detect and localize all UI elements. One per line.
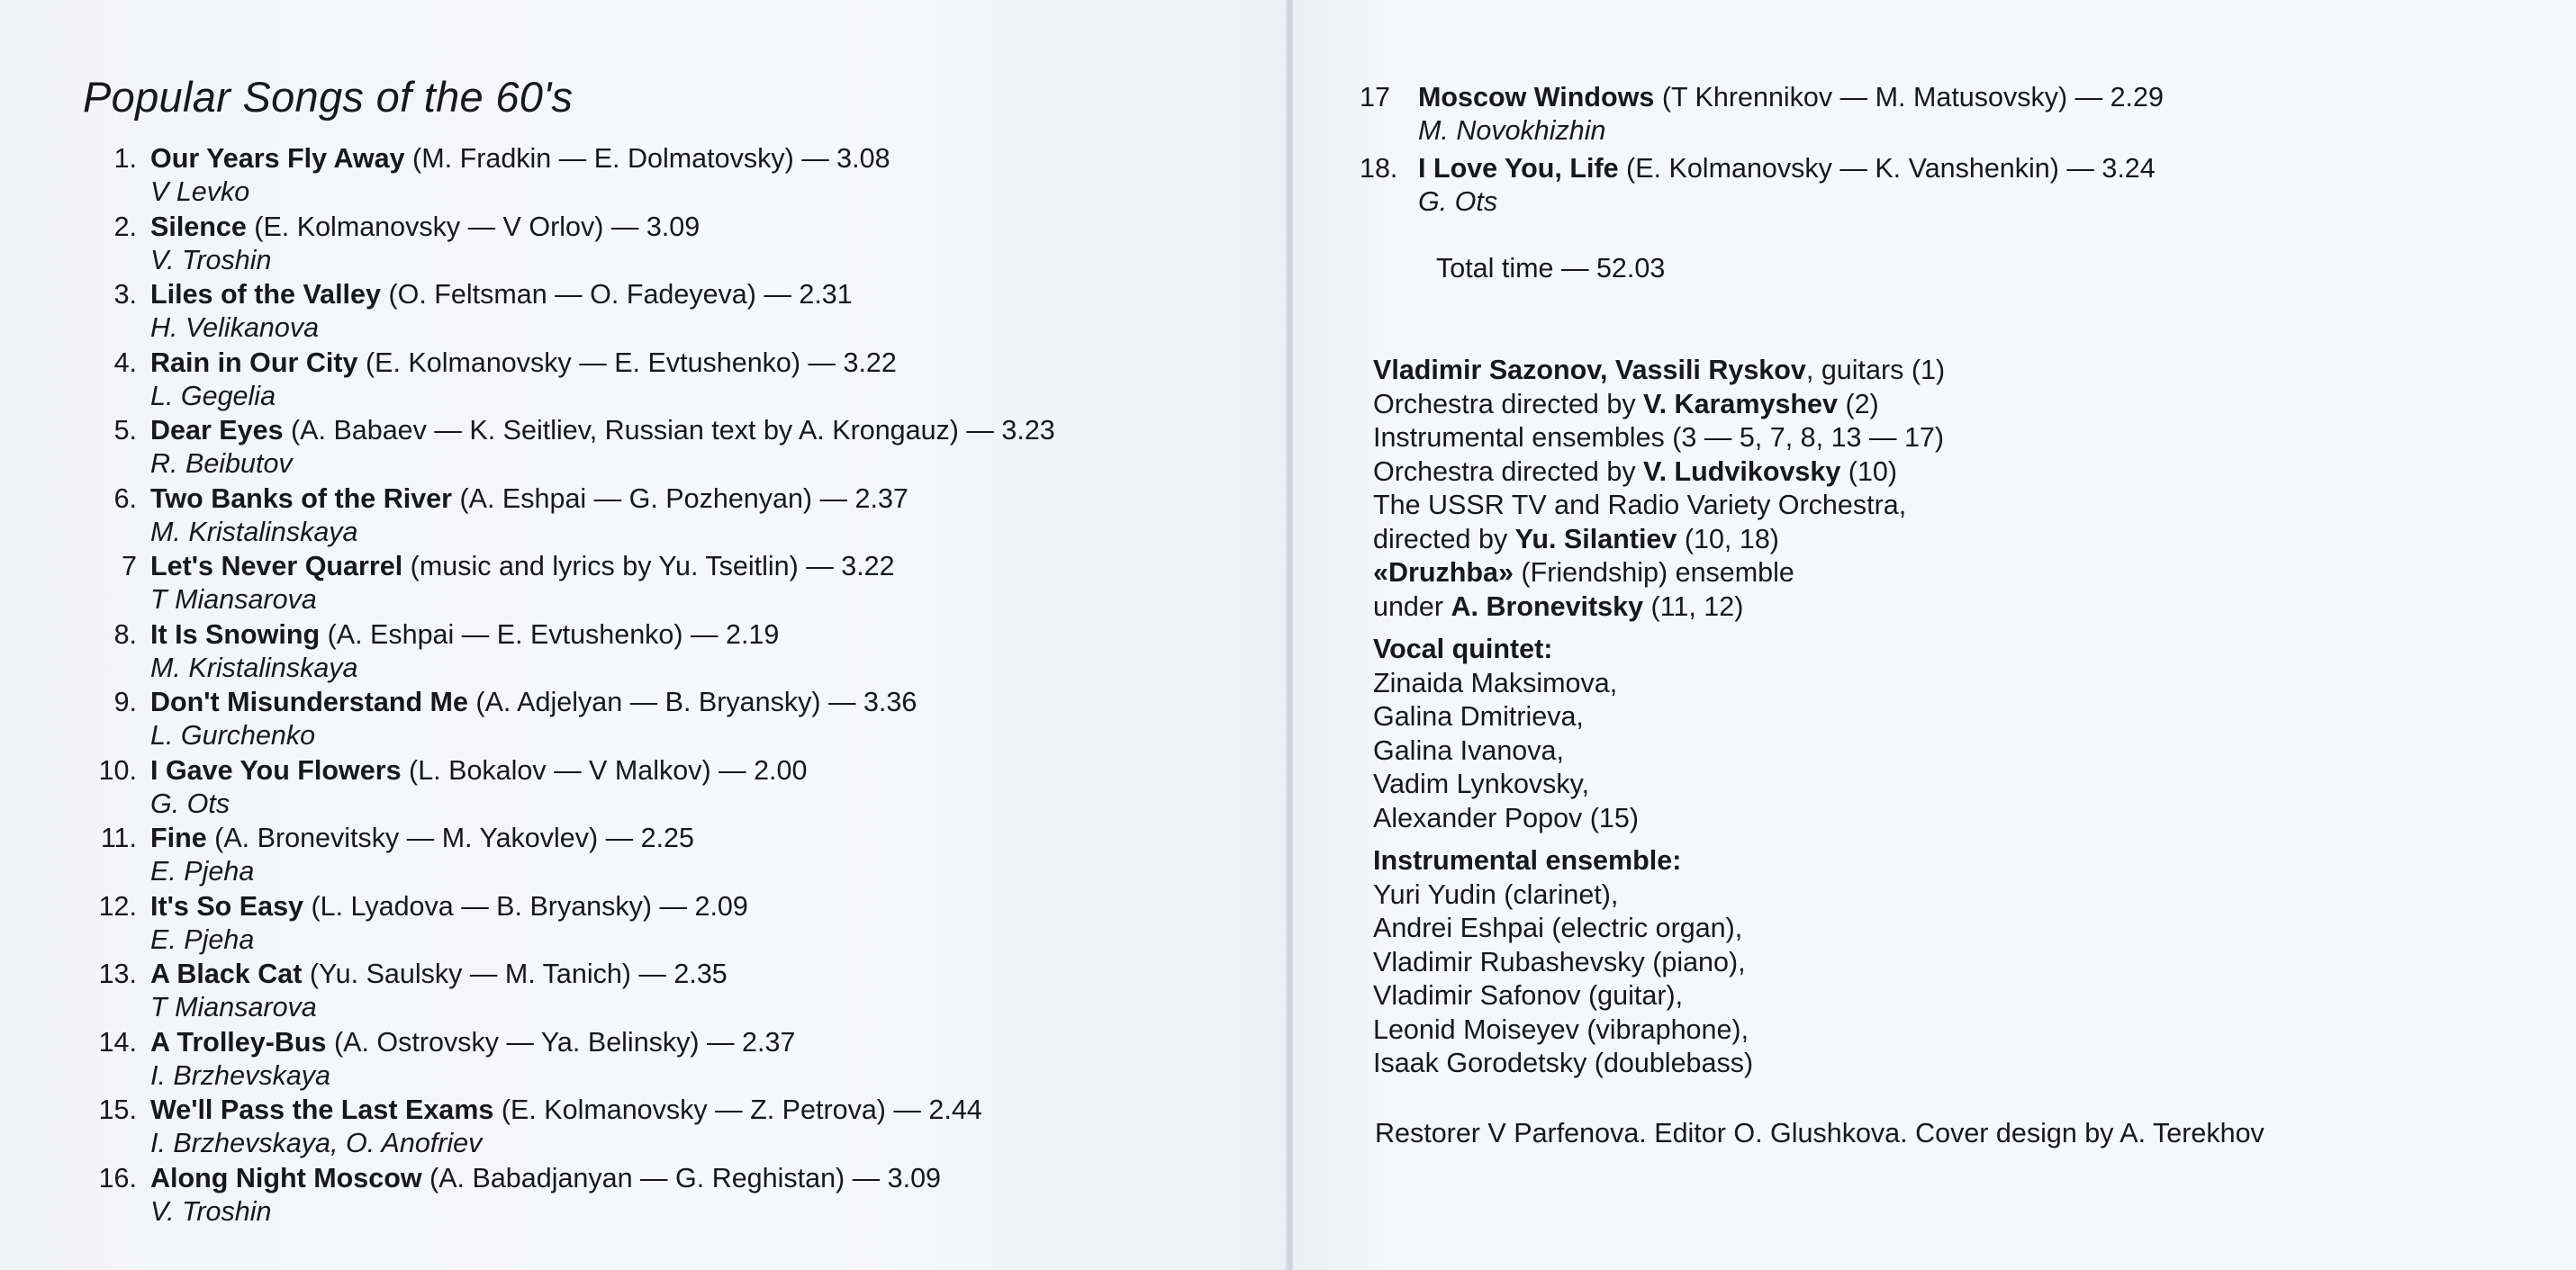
track-title: We'll Pass the Last Exams	[150, 1094, 494, 1125]
track-line	[72, 482, 1055, 516]
ensemble-member: Alexander Popov (15)	[1373, 802, 1640, 833]
track-credits: (Yu. Saulsky — M. Tanich) — 2.35	[302, 959, 728, 989]
track-line	[72, 211, 1055, 244]
track-list-right	[1360, 81, 2164, 223]
track-performer: M. Kristalinskaya	[150, 516, 358, 547]
track-credits: (A. Ostrovsky — Ya. Belinsky) — 2.37	[326, 1026, 796, 1058]
track-credits: (O. Feltsman — O. Fadeyeva) — 2.31	[380, 279, 853, 310]
track-credits: (T Khrennikov — M. Matusovsky) — 2.29	[1654, 82, 2164, 113]
track-item	[72, 890, 1055, 957]
ensemble-member: Galina Dmitrieva,	[1373, 701, 1584, 732]
track-number: 12.	[98, 890, 137, 922]
track-title: It Is Snowing	[150, 618, 321, 650]
track-title: Fine	[150, 823, 207, 853]
track-item	[72, 754, 1055, 821]
track-performer: M. Kristalinskaya	[150, 652, 358, 683]
instrumental-ensemble-members	[1373, 878, 1945, 1081]
track-number: 3.	[113, 279, 137, 310]
track-performer: T Miansarova	[150, 992, 317, 1022]
track-title: I Love You, Life	[1418, 153, 1619, 184]
track-item	[72, 550, 1055, 617]
track-performer: E. Pjeha	[150, 856, 255, 887]
track-line	[72, 686, 1055, 719]
track-line	[72, 414, 1055, 447]
credits-block	[1373, 354, 1945, 1081]
track-title: It's So Easy	[150, 890, 303, 922]
track-credits: (A. Babaev — K. Seitliev, Russian text by A. Krongauz) — 3.23	[283, 415, 1055, 446]
track-line	[72, 822, 1055, 855]
ensemble-member: Zinaida Maksimova,	[1373, 667, 1618, 698]
track-performer: G. Ots	[1418, 186, 1498, 217]
track-line	[72, 1162, 1055, 1195]
track-credits: (M. Fradkin — E. Dolmatovsky) — 3.08	[404, 143, 890, 174]
album-title: Popular Songs of the 60's	[83, 73, 574, 121]
track-title: A Trolley-Bus	[150, 1026, 327, 1058]
track-item	[72, 822, 1055, 888]
track-item	[1360, 81, 2164, 148]
track-performer: V Levko	[150, 176, 250, 207]
track-title: Silence	[150, 211, 247, 242]
track-title: Along Night Moscow	[150, 1162, 422, 1193]
track-credits: (E. Kolmanovsky — V Orlov) — 3.09	[246, 211, 700, 242]
track-item	[72, 686, 1055, 752]
track-line	[72, 618, 1055, 652]
track-performer: R. Beibutov	[150, 448, 293, 479]
track-performer: I. Brzhevskaya, O. Anofriev	[150, 1128, 483, 1158]
ensemble-member: Yuri Yudin (clarinet),	[1373, 878, 1619, 910]
track-performer: M. Novokhizhin	[1418, 115, 1606, 146]
track-line	[72, 1026, 1055, 1059]
track-line	[72, 347, 1055, 380]
track-credits: (E. Kolmanovsky — K. Vanshenkin) — 3.24	[1618, 153, 2156, 184]
credit-line-instrumental-ensembles: Instrumental ensembles (3 — 5, 7, 8, 13 — 17)	[1373, 422, 1945, 453]
track-number: 6.	[113, 482, 137, 514]
ensemble-member: Isaak Gorodetsky (doublebass)	[1373, 1048, 1754, 1078]
track-number: 2.	[113, 211, 137, 242]
track-item	[72, 211, 1055, 277]
track-number: 8.	[113, 618, 137, 650]
track-line	[72, 958, 1055, 991]
track-performer: G. Ots	[150, 788, 230, 819]
track-item	[72, 142, 1055, 209]
track-performer: I. Brzhevskaya	[150, 1059, 331, 1091]
track-title: Two Banks of the River	[150, 482, 452, 514]
track-credits: (E. Kolmanovsky — Z. Petrova) — 2.44	[493, 1094, 982, 1125]
track-performer: L. Gurchenko	[150, 720, 316, 751]
track-line	[72, 754, 1055, 788]
track-line	[72, 142, 1055, 176]
track-credits: (A. Adjelyan — B. Bryansky) — 3.36	[467, 687, 917, 717]
track-performer: E. Pjeha	[150, 923, 255, 955]
ensemble-member: Galina Ivanova,	[1373, 734, 1564, 766]
track-line	[72, 1094, 1055, 1127]
track-credits: (music and lyrics by Yu. Tseitlin) — 3.22	[402, 551, 895, 581]
ensemble-member: Andrei Eshpai (electric organ),	[1373, 913, 1743, 943]
track-performer: H. Velikanova	[150, 312, 320, 343]
track-title: Let's Never Quarrel	[150, 551, 403, 581]
track-item	[72, 414, 1055, 481]
ensemble-member: Vladimir Rubashevsky (piano),	[1373, 946, 1746, 977]
credit-line-orchestra-ludvikovsky: Orchestra directed by V. Ludvikovsky (10)	[1373, 455, 1898, 487]
credit-line-guitars: Vladimir Sazonov, Vassili Ryskov, guitars (1)	[1373, 355, 1946, 385]
credit-line-bronevitsky: under A. Bronevitsky (11, 12)	[1373, 590, 1744, 622]
track-title: Moscow Windows	[1418, 82, 1655, 113]
track-item	[1360, 152, 2164, 219]
track-title: Our Years Fly Away	[150, 143, 405, 174]
track-credits: (L. Bokalov — V Malkov) — 2.00	[401, 754, 808, 786]
track-item	[72, 1162, 1055, 1229]
track-title: Don't Misunderstand Me	[150, 687, 468, 717]
track-performer: V. Troshin	[150, 244, 272, 275]
track-number: 15.	[98, 1094, 137, 1125]
track-title: A Black Cat	[150, 959, 303, 989]
track-number: 4.	[113, 347, 137, 378]
track-line	[72, 890, 1055, 923]
track-number: 16.	[98, 1162, 137, 1193]
track-title: Rain in Our City	[150, 347, 358, 378]
track-number: 18.	[1360, 153, 1398, 184]
track-item	[72, 958, 1055, 1024]
track-title: Dear Eyes	[150, 415, 284, 446]
credit-line-orchestra-karamyshev: Orchestra directed by V. Karamyshev (2)	[1373, 388, 1879, 419]
instrumental-ensemble-heading: Instrumental ensemble:	[1373, 845, 1682, 876]
track-number: 9.	[113, 687, 137, 717]
track-item	[72, 278, 1055, 345]
track-credits: (L. Lyadova — B. Bryansky) — 2.09	[303, 890, 748, 922]
track-number: 1.	[113, 143, 137, 174]
credit-line-druzhba: «Druzhba» (Friendship) ensemble	[1373, 557, 1794, 588]
ensemble-member: Leonid Moiseyev (vibraphone),	[1373, 1013, 1749, 1045]
track-credits: (E. Kolmanovsky — E. Evtushenko) — 3.22	[357, 347, 897, 378]
track-item	[72, 347, 1055, 413]
track-number: 11.	[100, 823, 137, 853]
track-line	[72, 550, 1055, 583]
track-title: I Gave You Flowers	[150, 754, 402, 786]
track-number: 5.	[113, 415, 137, 446]
ensemble-member: Vladimir Safonov (guitar),	[1373, 980, 1684, 1011]
production-credits-footer: Restorer V Parfenova. Editor O. Glushkova. Cover design by A. Terekhov	[1375, 1118, 2264, 1148]
track-number: 17	[1360, 82, 1390, 113]
track-credits: (A. Bronevitsky — M. Yakovlev) — 2.25	[206, 823, 694, 853]
track-performer: T Miansarova	[150, 584, 317, 615]
credit-line-ussr-orchestra: The USSR TV and Radio Variety Orchestra,	[1373, 490, 1907, 520]
track-performer: V. Troshin	[150, 1195, 272, 1227]
track-item	[72, 1094, 1055, 1160]
credit-line-silantiev: directed by Yu. Silantiev (10, 18)	[1373, 523, 1779, 554]
track-performer: L. Gegelia	[150, 380, 276, 411]
track-credits: (A. Eshpai — G. Pozhenyan) — 2.37	[452, 482, 908, 514]
track-credits: (A. Babadjanyan — G. Reghistan) — 3.09	[421, 1162, 941, 1193]
track-line	[1360, 152, 2164, 185]
ensemble-member: Vadim Lynkovsky,	[1373, 769, 1590, 799]
track-number: 14.	[98, 1026, 137, 1058]
vocal-quintet-heading: Vocal quintet:	[1373, 634, 1553, 664]
track-title: Liles of the Valley	[150, 279, 381, 310]
track-number: 13.	[98, 959, 137, 989]
vocal-quintet-members	[1373, 667, 1945, 836]
total-time: Total time — 52.03	[1436, 253, 1666, 284]
track-line	[72, 278, 1055, 311]
track-number: 10.	[98, 754, 137, 786]
track-item	[72, 1026, 1055, 1093]
track-line	[1360, 81, 2164, 114]
track-credits: (A. Eshpai — E. Evtushenko) — 2.19	[320, 618, 780, 650]
track-list-left	[72, 142, 1055, 1229]
track-item	[72, 482, 1055, 549]
track-number: 7	[122, 551, 137, 581]
track-item	[72, 618, 1055, 685]
